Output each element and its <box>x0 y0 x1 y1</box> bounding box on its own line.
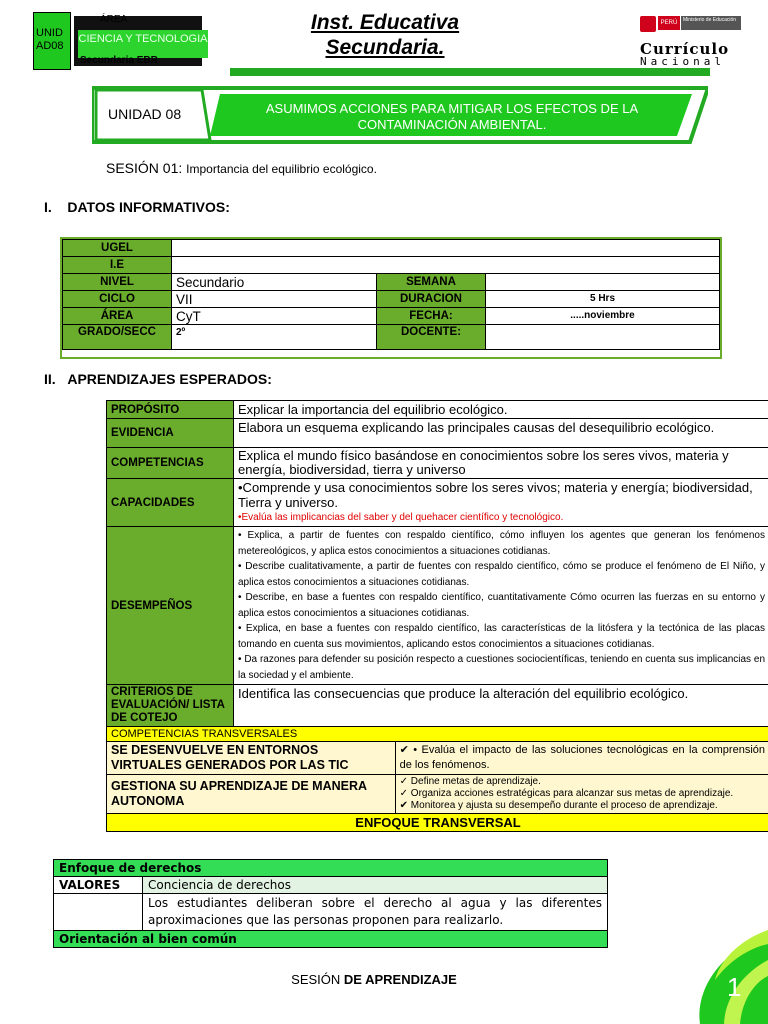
table-row <box>54 931 608 948</box>
area-value: CIENCIA Y TECNOLOGIA <box>78 30 208 58</box>
table-row <box>63 308 720 325</box>
section-num: I. <box>44 199 52 215</box>
tic-value <box>395 742 768 775</box>
duracion-label: DURACION <box>377 291 486 308</box>
nivel-value: Secundario <box>172 274 377 291</box>
fecha-label: FECHA: <box>377 308 486 325</box>
logo-nacional: Nacional <box>640 55 725 68</box>
table-row <box>63 325 720 350</box>
section-datos-heading <box>44 199 230 215</box>
check-icon: ✔ <box>399 800 411 811</box>
competencias-label: COMPETENCIAS <box>107 448 234 479</box>
footer-bold: DE APRENDIZAJE <box>343 972 457 987</box>
area-label: ÁREA <box>100 14 128 25</box>
evidencia-value: Elabora un esquema explicando las principales causas del desequilibrio ecológico. <box>234 419 768 448</box>
docente-label: DOCENTE: <box>377 325 486 350</box>
section-aprendizajes-heading <box>44 371 272 387</box>
area-row-value: CyT <box>172 308 377 325</box>
enfoque-table <box>53 859 608 948</box>
footer-prefix: SESIÓN <box>291 972 341 987</box>
ie-label: I.E <box>63 257 172 274</box>
table-row <box>107 401 768 419</box>
table-row <box>54 877 608 894</box>
ciclo-value: VII <box>172 291 377 308</box>
gestiona-item-text: Define metas de aprendizaje. <box>410 776 541 787</box>
desempenos-label: DESEMPEÑOS <box>107 527 234 685</box>
check-icon: ✔ <box>399 744 414 756</box>
evidencia-label: EVIDENCIA <box>107 419 234 448</box>
grado-label: GRADO/SECC <box>63 325 172 350</box>
check-icon: ✓ <box>399 776 411 787</box>
table-row <box>54 860 608 877</box>
datos-table <box>62 239 720 350</box>
fecha-value: .....noviembre <box>486 308 720 325</box>
orientacion-label: Orientación al bien común <box>54 931 608 948</box>
peru-shield-icon <box>640 16 656 32</box>
footer-title <box>0 972 748 987</box>
corner-swoosh <box>680 930 768 1024</box>
logo-curriculo: Currículo <box>640 40 730 58</box>
proposito-value: Explicar la importancia del equilibrio ecológico. <box>234 401 768 419</box>
session-heading <box>106 160 377 176</box>
capacidades-label: CAPACIDADES <box>107 479 234 527</box>
table-row <box>63 291 720 308</box>
grado-value: 2º <box>172 325 377 350</box>
desempenos-value <box>234 527 768 685</box>
table-row <box>107 814 768 832</box>
table-row <box>107 727 768 742</box>
section-num: II. <box>44 371 56 387</box>
duracion-value: 5 Hrs <box>486 291 720 308</box>
enfoque-description: Los estudiantes deliberan sobre el derecho al agua y las diferentes aproximaciones que las personas proponen para realizarlo. <box>143 894 608 931</box>
table-row <box>54 894 608 931</box>
gestiona-value <box>395 775 768 814</box>
gestiona-item <box>400 776 765 788</box>
gestiona-label: GESTIONA SU APRENDIZAJE DE MANERA AUTONOMA <box>107 775 396 814</box>
criterios-label: CRITERIOS DE EVALUACIÓN/ LISTA DE COTEJO <box>107 685 234 727</box>
session-title: Importancia del equilibrio ecológico. <box>186 162 377 176</box>
desempeno-item: • Describe, en base a fuentes con respaldo científico, cuantitativamente Cómo ocurren las fuerzas en su entorno y aplica estos conocimientos a situaciones cotidianas. <box>238 592 765 619</box>
enfoque-transversal-label: ENFOQUE TRANSVERSAL <box>107 814 768 832</box>
desempeno-item: • Da razones para defender su posición respecto a cuestiones sociocientíficas, teniendo en cuenta sus implicancias en la sociedad y el ambiente. <box>238 654 765 681</box>
semana-label: SEMANA <box>377 274 486 291</box>
area-row-label: ÁREA <box>63 308 172 325</box>
level-label: Secundaria EBR <box>80 55 158 66</box>
capacidad-item-red: •Evalúa las implicancias del saber y del quehacer científico y tecnológico. <box>238 512 564 523</box>
semana-value <box>486 274 720 291</box>
table-row <box>107 742 768 775</box>
gestiona-item <box>400 800 765 812</box>
unit-title: ASUMIMOS ACCIONES PARA MITIGAR LOS EFECTOS DE LA CONTAMINACIÓN AMBIENTAL. <box>265 101 639 132</box>
unit-label: UNIDAD 08 <box>108 106 182 122</box>
desempeno-item: • Explica, en base a fuentes con respaldo científico, las características de la litósfera y la tectónica de las placas tomando en cuenta sus movimientos, aplicando estos conocimientos a situaciones cotidianas. <box>238 623 765 650</box>
capacidades-value <box>234 479 768 527</box>
criterios-value: Identifica las consecuencias que produce la alteración del equilibrio ecológico. <box>234 685 768 727</box>
peru-tag: PERÚ <box>658 16 680 30</box>
proposito-label: PROPÓSITO <box>107 401 234 419</box>
gestiona-item-text: Monitorea y ajusta su desempeño durante el proceso de aprendizaje. <box>410 800 718 811</box>
tic-label: SE DESENVUELVE EN ENTORNOS VIRTUALES GENERADOS POR LAS TIC <box>107 742 396 775</box>
gestiona-item <box>400 788 765 800</box>
tic-item: • Evalúa el impacto de las soluciones tecnológicas en la comprensión de los fenómenos. <box>399 744 765 771</box>
institution-title: Inst. Educativa Secundaria. <box>310 11 460 59</box>
docente-value <box>486 325 720 350</box>
ugel-label: UGEL <box>63 240 172 257</box>
transversales-label: COMPETENCIAS TRANSVERSALES <box>107 727 768 742</box>
enfoque-title: Enfoque de derechos <box>54 860 608 877</box>
section-title: DATOS INFORMATIVOS: <box>67 199 230 215</box>
aprendizajes-table <box>106 400 768 832</box>
section-title: APRENDIZAJES ESPERADOS: <box>67 371 272 387</box>
ugel-value <box>172 240 720 257</box>
table-row <box>107 479 768 527</box>
check-icon: ✓ <box>399 788 411 799</box>
table-row <box>107 448 768 479</box>
unid-badge: UNID AD08 <box>33 12 71 70</box>
table-row <box>107 419 768 448</box>
valores-label: VALORES <box>54 877 143 894</box>
table-row <box>107 527 768 685</box>
empty-cell <box>54 894 143 931</box>
decorative-bar <box>230 68 710 76</box>
capacidad-item: •Comprende y usa conocimientos sobre los seres vivos; materia y energía; biodiversidad, Tierra y universo. <box>238 480 753 510</box>
gestiona-item-text: Organiza acciones estratégicas para alcanzar sus metas de aprendizaje. <box>410 788 734 799</box>
ie-value <box>172 257 720 274</box>
session-label: SESIÓN 01: <box>106 160 183 176</box>
desempeno-item: • Describe cualitativamente, a partir de fuentes con respaldo científico, cómo se produce el fenómeno de El Niño, y aplica estos conocimientos a situaciones cotidianas. <box>238 561 765 588</box>
competencias-value: Explica el mundo físico basándose en conocimientos sobre los seres vivos, materia y energía, biodiversidad, tierra y universo <box>234 448 768 479</box>
valores-value: Conciencia de derechos <box>143 877 608 894</box>
table-row <box>107 775 768 814</box>
table-row <box>63 274 720 291</box>
table-row <box>107 685 768 727</box>
ciclo-label: CICLO <box>63 291 172 308</box>
table-row <box>63 257 720 274</box>
page-number: 1 <box>727 972 742 1002</box>
ministry-tag: Ministerio de Educación <box>681 16 741 30</box>
desempeno-item: • Explica, a partir de fuentes con respaldo científico, cómo influyen los agentes que generan los fenómenos metereológicos, y aplica estos conocimientos a situaciones cotidianas. <box>238 530 765 557</box>
nivel-label: NIVEL <box>63 274 172 291</box>
table-row <box>63 240 720 257</box>
